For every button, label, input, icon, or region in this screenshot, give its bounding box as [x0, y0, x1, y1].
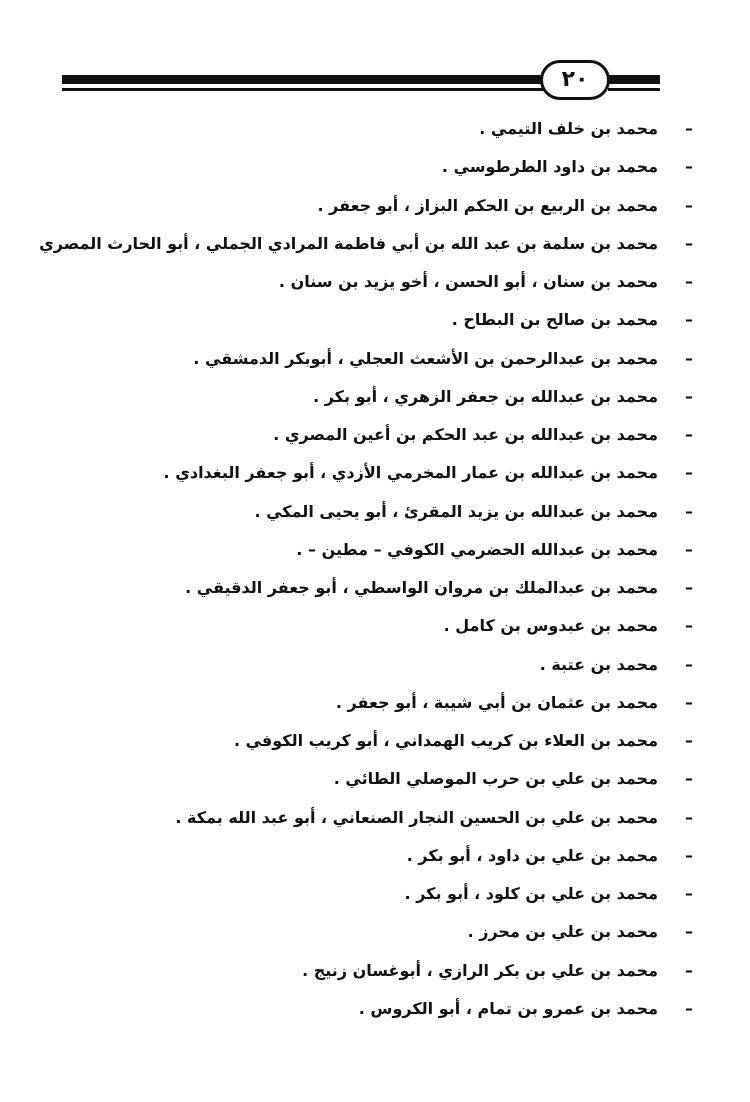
list-item — [38, 225, 693, 263]
list-item — [38, 148, 693, 186]
list-item-text: محمد بن داود الطرطوسي . — [441, 157, 658, 177]
list-item — [38, 799, 693, 837]
list-bullet: – — [685, 922, 693, 942]
list-item-text: محمد بن علي بن كلود ، أبو بكر . — [404, 884, 658, 903]
list-bullet: – — [685, 463, 693, 483]
list-item-text: محمد بن علي بن محرز . — [467, 922, 658, 942]
list-bullet: – — [685, 692, 693, 712]
narrator-list — [38, 110, 693, 1028]
list-item — [38, 875, 693, 913]
list-bullet: – — [685, 884, 693, 903]
list-bullet: – — [685, 195, 693, 215]
list-bullet: – — [685, 425, 693, 444]
list-bullet: – — [685, 578, 693, 597]
list-bullet: – — [685, 807, 693, 827]
list-item — [38, 684, 693, 722]
header-rule-right-thin — [608, 88, 660, 91]
list-item-text: محمد بن سلمة بن عبد الله بن أبي فاطمة المرادي الجملي ، أبو الحارث المصري — [39, 233, 658, 253]
list-item-text: محمد بن عبدالله بن عبد الحكم بن أعين المصري . — [273, 425, 658, 444]
list-item — [38, 952, 693, 990]
list-item — [38, 531, 693, 569]
list-item — [38, 760, 693, 798]
list-item-text: محمد بن عتبة . — [539, 654, 658, 674]
list-bullet: – — [685, 233, 693, 253]
list-item-text: محمد بن عبدالله بن يزيد المقرئ ، أبو يحيى المكي . — [254, 501, 658, 521]
list-item — [38, 646, 693, 684]
list-item-text: محمد بن عبدالله بن عمار المخرمي الأزدي ، أبو جعفر البغدادي . — [163, 463, 658, 483]
list-item — [38, 913, 693, 951]
list-item-text: محمد بن عبدوس بن كامل . — [443, 616, 658, 636]
header-rule-left-thick — [62, 75, 545, 84]
list-item-text: محمد بن صالح بن البطاح . — [451, 310, 658, 330]
list-item — [38, 837, 693, 875]
list-bullet: – — [685, 960, 693, 980]
list-bullet: – — [685, 119, 693, 138]
list-item-text: محمد بن خلف التيمي . — [479, 119, 658, 138]
list-item — [38, 187, 693, 225]
list-bullet: – — [685, 731, 693, 750]
header-rule-right-thick — [608, 75, 660, 84]
page-number-badge — [540, 60, 610, 100]
list-bullet: – — [685, 386, 693, 406]
list-bullet: – — [685, 845, 693, 865]
list-item — [38, 263, 693, 301]
list-bullet: – — [685, 998, 693, 1018]
list-bullet: – — [685, 157, 693, 177]
page-number: ٢٠ — [561, 67, 589, 92]
list-bullet: – — [685, 769, 693, 789]
list-item — [38, 340, 693, 378]
list-item — [38, 607, 693, 645]
list-bullet: – — [685, 272, 693, 291]
list-item-text: محمد بن عثمان بن أبي شيبة ، أبو جعفر . — [335, 692, 658, 712]
list-item — [38, 301, 693, 339]
list-item — [38, 990, 693, 1028]
list-bullet: – — [685, 616, 693, 636]
list-item-text: محمد بن علي بن حرب الموصلي الطائي . — [333, 769, 658, 789]
list-item-text: محمد بن عبدالله بن جعفر الزهري ، أبو بكر . — [313, 386, 658, 406]
list-item — [38, 569, 693, 607]
list-item-text: محمد بن عبدالرحمن بن الأشعث العجلي ، أبوبكر الدمشقي . — [193, 348, 658, 368]
list-item — [38, 378, 693, 416]
list-item — [38, 110, 693, 148]
header-rule-left-thin — [62, 88, 545, 91]
list-item-text: محمد بن علي بن بكر الرازي ، أبوغسان زنيج . — [302, 960, 658, 980]
list-bullet: – — [685, 654, 693, 674]
list-item-text: محمد بن الربيع بن الحكم البزاز ، أبو جعفر . — [317, 195, 658, 215]
list-item-text: محمد بن العلاء بن كريب الهمداني ، أبو كريب الكوفي . — [233, 731, 658, 750]
list-item-text: محمد بن عبدالله الحضرمي الكوفي – مطين – . — [296, 539, 658, 559]
list-item-text: محمد بن عمرو بن تمام ، أبو الكروس . — [358, 998, 658, 1018]
page-header — [0, 0, 750, 110]
list-bullet: – — [685, 310, 693, 330]
list-bullet: – — [685, 539, 693, 559]
list-item-text: محمد بن علي بن الحسين النجار الصنعاني ، أبو عبد الله بمكة . — [175, 807, 658, 827]
list-item-text: محمد بن سنان ، أبو الحسن ، أخو يزيد بن سنان . — [278, 272, 658, 291]
list-item-text: محمد بن عبدالملك بن مروان الواسطي ، أبو جعفر الدقيقي . — [185, 578, 658, 597]
list-item — [38, 416, 693, 454]
list-item — [38, 722, 693, 760]
list-bullet: – — [685, 348, 693, 368]
list-item — [38, 493, 693, 531]
list-bullet: – — [685, 501, 693, 521]
list-item — [38, 454, 693, 492]
list-item-text: محمد بن علي بن داود ، أبو بكر . — [406, 845, 658, 865]
